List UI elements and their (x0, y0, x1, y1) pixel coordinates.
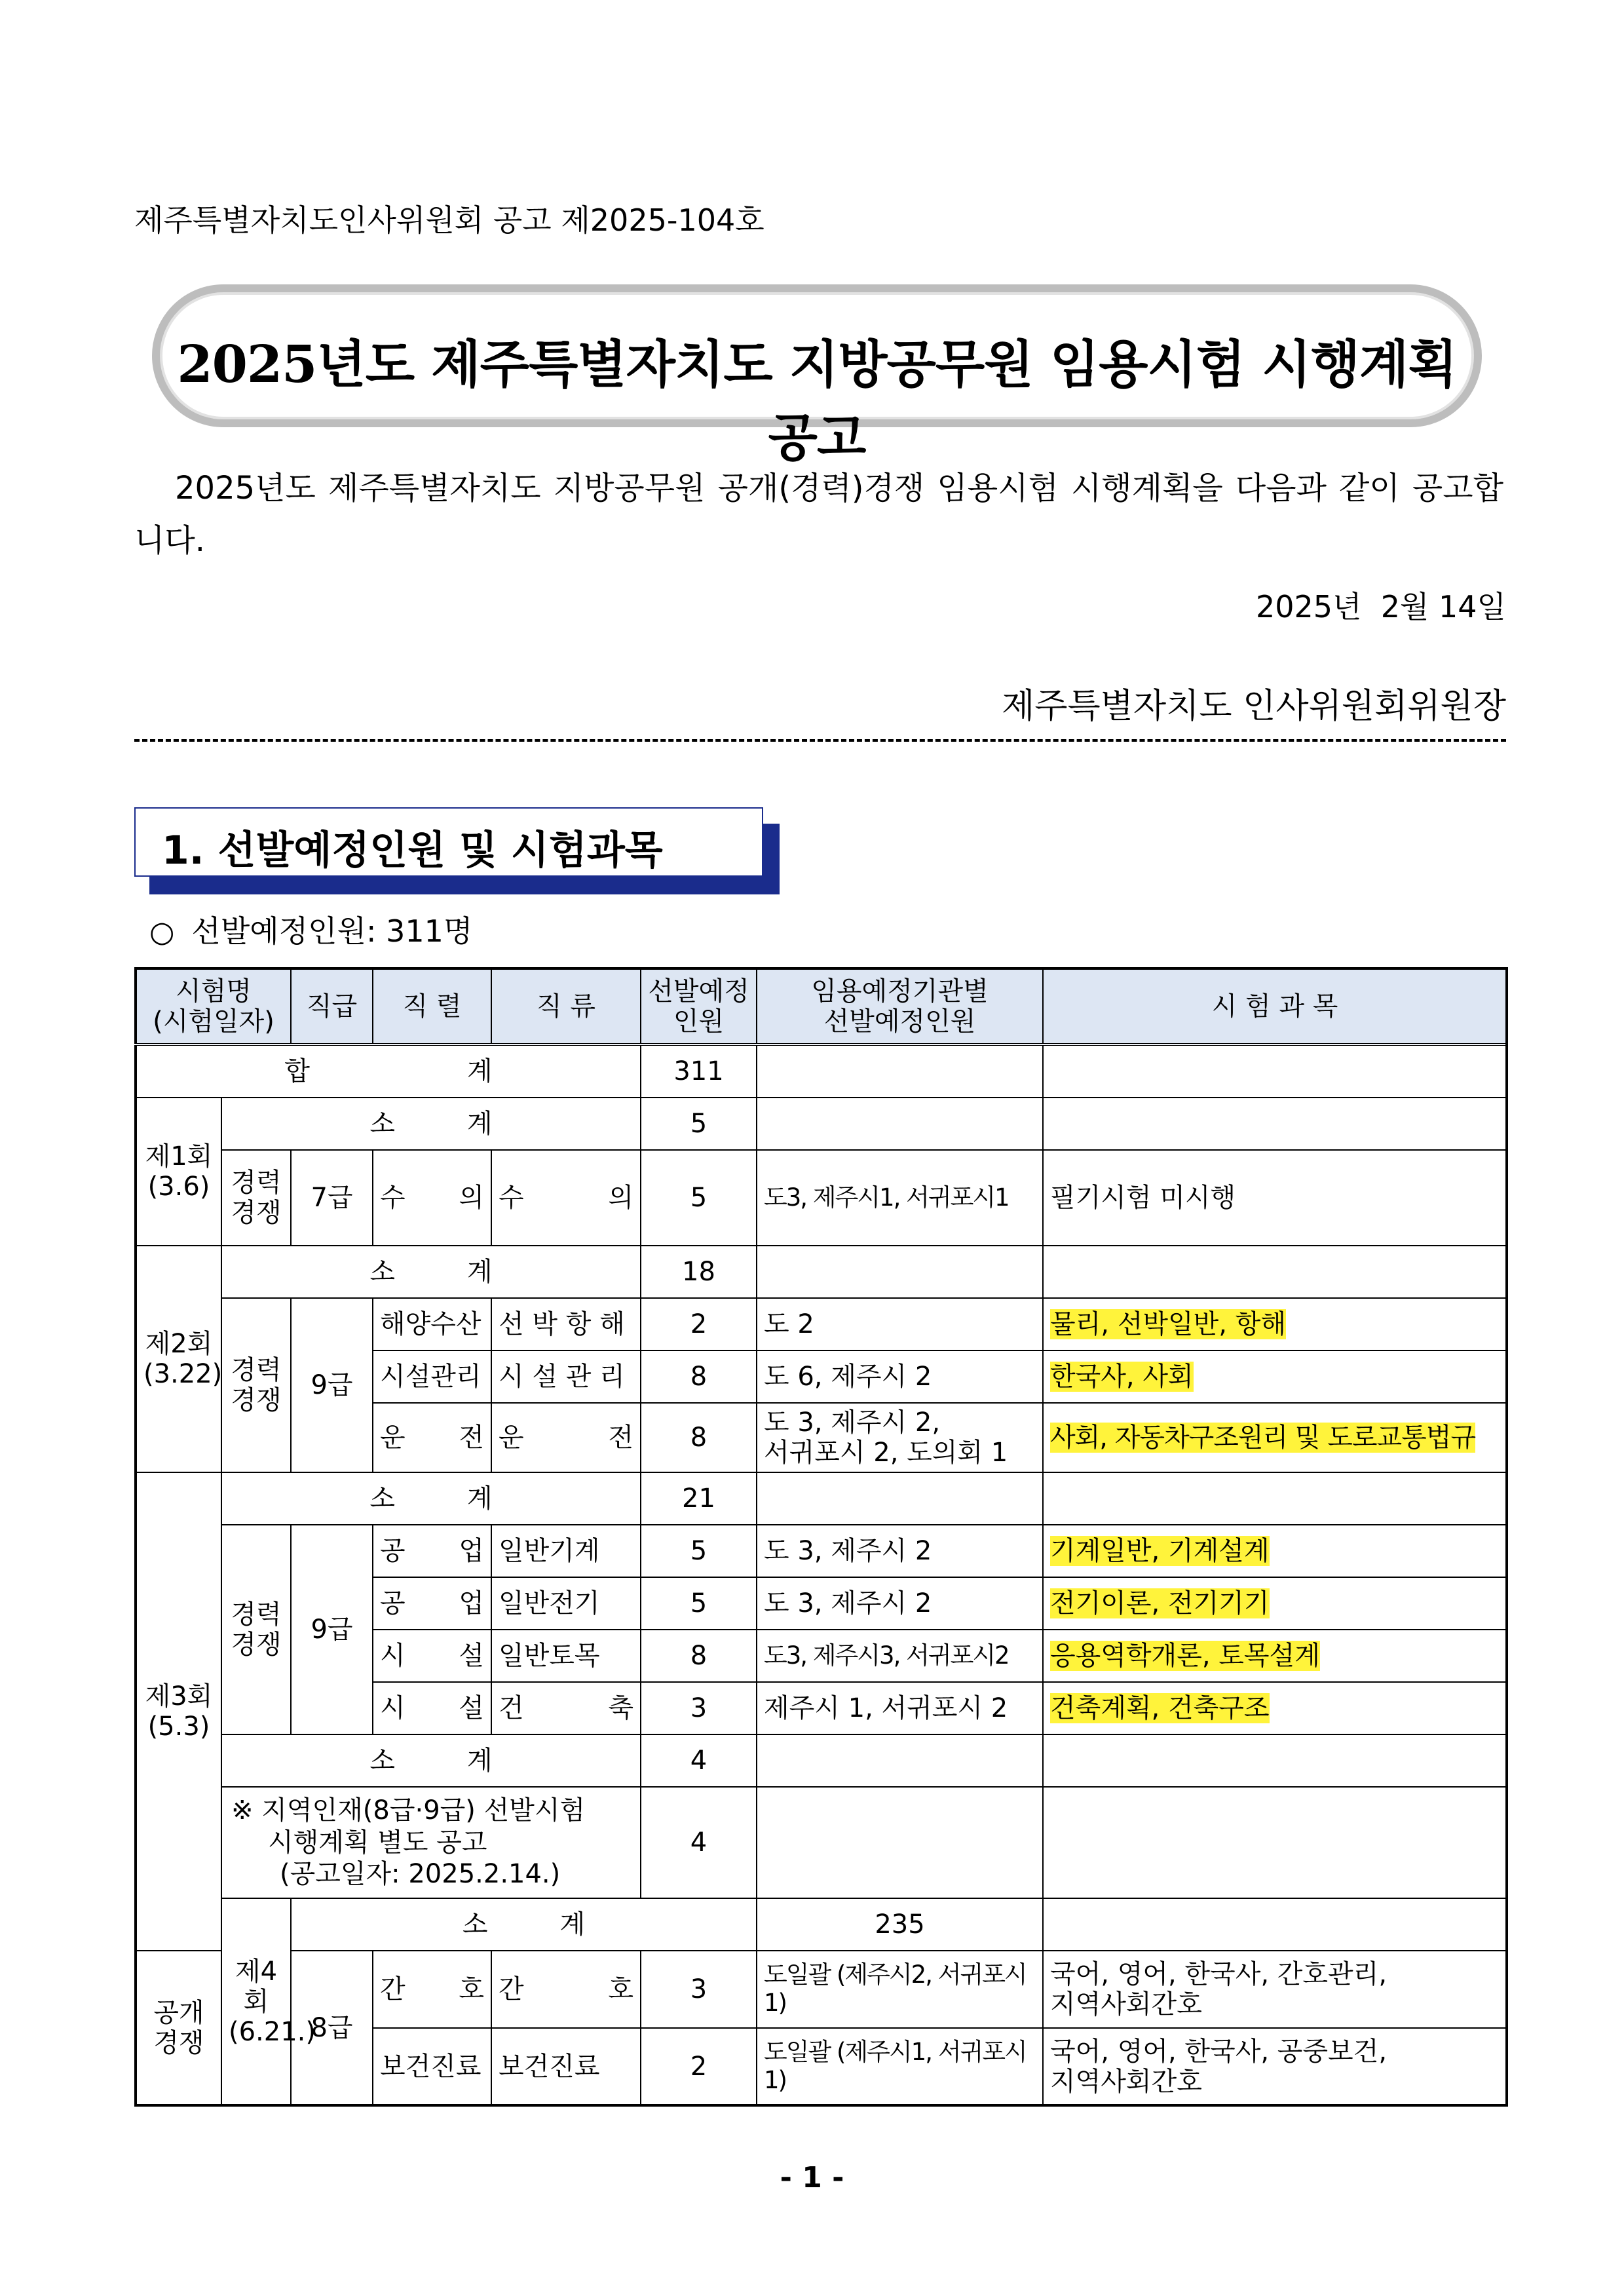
quota-cell: 4 (641, 1787, 757, 1898)
subtotal-label: 소 계 (291, 1898, 757, 1951)
agency-cell: 도 2 (757, 1298, 1043, 1350)
agency-cell: 도일괄 (제주시1, 서귀포시1) (757, 2028, 1043, 2105)
class-cell: 일반토목 (491, 1630, 641, 1682)
exam-type: 경력 경쟁 (221, 1150, 291, 1246)
table-row (136, 1951, 1507, 2028)
class-cell: 수 의 (491, 1150, 641, 1246)
class-cell: 운 전 (491, 1403, 641, 1472)
quota-cell: 5 (641, 1150, 757, 1246)
agency-cell: 도일괄 (제주시2, 서귀포시1) (757, 1951, 1043, 2028)
table-row (136, 1150, 1507, 1246)
divider (134, 739, 1506, 742)
agency-cell: 도 3, 제주시 2 (757, 1525, 1043, 1577)
section-heading (134, 807, 763, 877)
series-cell: 운 전 (373, 1403, 491, 1472)
grade-cell: 9급 (291, 1298, 373, 1472)
section-title: 1. 선발예정인원 및 시험과목 (162, 828, 663, 873)
subjects-cell: 한국사, 사회 (1043, 1350, 1507, 1403)
round-4-cell: 제4회 (6.21.) (221, 1898, 291, 2105)
series-cell: 시 설 (373, 1682, 491, 1734)
table-row (136, 1246, 1507, 1298)
subjects-cell: 필기시험 미시행 (1043, 1150, 1507, 1246)
header-grade: 직급 (291, 968, 373, 1044)
subtotal-value: 235 (757, 1898, 1043, 1951)
quota-text: 선발예정인원: 311명 (191, 913, 473, 949)
exam-plan-table (134, 967, 1508, 2107)
series-cell: 수 의 (373, 1150, 491, 1246)
subjects-cell: 응용역학개론, 토목설계 (1043, 1630, 1507, 1682)
quota-cell: 3 (641, 1682, 757, 1734)
table-row (136, 1298, 1507, 1350)
class-cell: 보건진료 (491, 2028, 641, 2105)
subtotal-label: 소 계 (221, 1734, 641, 1787)
notice-number: 제주특별자치도인사위원회 공고 제2025-104호 (134, 202, 765, 238)
header-exam: 시험명 (시험일자) (136, 968, 291, 1044)
subtotal-label: 소 계 (221, 1472, 641, 1525)
grade-cell: 8급 (291, 1951, 373, 2105)
subtotal-value: 5 (641, 1098, 757, 1150)
grade-cell: 9급 (291, 1525, 373, 1734)
total-label: 합 계 (136, 1044, 641, 1098)
exam-type: 공개 경쟁 (136, 1951, 221, 2105)
series-cell: 시 설 (373, 1630, 491, 1682)
class-cell: 일반전기 (491, 1577, 641, 1630)
subjects-cell: 국어, 영어, 한국사, 공중보건, 지역사회간호 (1043, 2028, 1507, 2105)
series-cell: 공 업 (373, 1577, 491, 1630)
subjects-cell: 사회, 자동차구조원리 및 도로교통법규 (1043, 1403, 1507, 1472)
quota-cell: 5 (641, 1577, 757, 1630)
table-row-total (136, 1044, 1507, 1098)
class-cell: 선 박 항 해 (491, 1298, 641, 1350)
agency-cell: 도3, 제주시3, 서귀포시2 (757, 1630, 1043, 1682)
intro-paragraph: 2025년도 제주특별자치도 지방공무원 공개(경력)경쟁 임용시험 시행계획을 다음과 같이 공고합니다. (134, 470, 1503, 559)
subjects-cell: 건축계획, 건축구조 (1043, 1682, 1507, 1734)
quota-cell: 2 (641, 1298, 757, 1350)
table-row (136, 1098, 1507, 1150)
agency-cell: 도 6, 제주시 2 (757, 1350, 1043, 1403)
regional-note: ※ 지역인재(8급·9급) 선발시험 시행계획 별도 공고 (공고일자: 2025.2.14.) (221, 1787, 641, 1898)
agency-cell: 도 3, 제주시 2 (757, 1577, 1043, 1630)
subjects-cell: 전기이론, 전기기기 (1043, 1577, 1507, 1630)
exam-type: 경력 경쟁 (221, 1525, 291, 1734)
table-row (136, 1787, 1507, 1898)
notice-date: 2025년 2월 14일 (1255, 589, 1506, 624)
series-cell: 해양수산 (373, 1298, 491, 1350)
header-subjects: 시 험 과 목 (1043, 968, 1507, 1044)
series-cell: 공 업 (373, 1525, 491, 1577)
header-series: 직 렬 (373, 968, 491, 1044)
agency-cell: 도3, 제주시1, 서귀포시1 (757, 1150, 1043, 1246)
round-1-cell: 제1회 (3.6) (136, 1098, 221, 1246)
subjects-cell: 기계일반, 기계설계 (1043, 1525, 1507, 1577)
class-cell: 시 설 관 리 (491, 1350, 641, 1403)
header-class: 직 류 (491, 968, 641, 1044)
subtotal-label: 소 계 (221, 1098, 641, 1150)
grade-cell: 7급 (291, 1150, 373, 1246)
series-cell: 시설관리 (373, 1350, 491, 1403)
class-cell: 일반기계 (491, 1525, 641, 1577)
round-3-cell: 제3회 (5.3) (136, 1472, 221, 1951)
table-row (136, 1525, 1507, 1577)
subtotal-value: 21 (641, 1472, 757, 1525)
subjects-cell: 물리, 선박일반, 항해 (1043, 1298, 1507, 1350)
table-row (136, 1734, 1507, 1787)
header-quota: 선발예정 인원 (641, 968, 757, 1044)
round-2-cell: 제2회 (3.22) (136, 1246, 221, 1472)
subtotal-label: 소 계 (221, 1246, 641, 1298)
agency-cell: 도 3, 제주시 2, 서귀포시 2, 도의회 1 (757, 1403, 1043, 1472)
quota-cell: 8 (641, 1630, 757, 1682)
title-box (152, 284, 1482, 468)
class-cell: 건 축 (491, 1682, 641, 1734)
subtotal-value: 18 (641, 1246, 757, 1298)
subjects-cell: 국어, 영어, 한국사, 간호관리, 지역사회간호 (1043, 1951, 1507, 2028)
total-value: 311 (641, 1044, 757, 1098)
exam-type: 경력 경쟁 (221, 1298, 291, 1472)
header-agency: 임용예정기관별 선발예정인원 (757, 968, 1043, 1044)
document-title: 2025년도 제주특별자치도 지방공무원 임용시험 시행계획 공고 (177, 335, 1457, 468)
quota-cell: 8 (641, 1350, 757, 1403)
page-number: - 1 - (780, 2161, 844, 2194)
subtotal-value: 4 (641, 1734, 757, 1787)
class-cell: 간 호 (491, 1951, 641, 2028)
quota-cell: 3 (641, 1951, 757, 2028)
series-cell: 보건진료 (373, 2028, 491, 2105)
issuer: 제주특별자치도 인사위원회위원장 (1001, 687, 1506, 726)
quota-cell: 8 (641, 1403, 757, 1472)
quota-cell: 5 (641, 1525, 757, 1577)
agency-cell: 제주시 1, 서귀포시 2 (757, 1682, 1043, 1734)
quota-cell: 2 (641, 2028, 757, 2105)
bullet-circle-icon: ○ (149, 915, 175, 949)
table-header-row (136, 968, 1507, 1044)
series-cell: 간 호 (373, 1951, 491, 2028)
quota-line (149, 908, 472, 951)
table-row (136, 1472, 1507, 1525)
table-row (136, 1898, 1507, 1951)
